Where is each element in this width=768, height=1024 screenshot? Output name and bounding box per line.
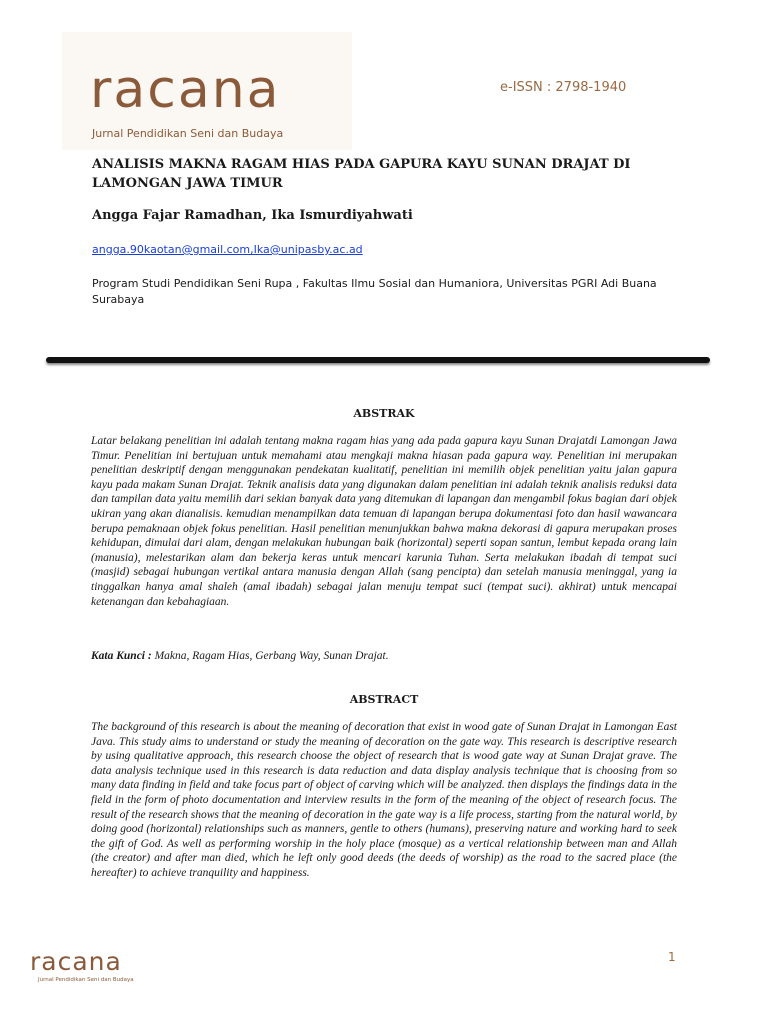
article-authors: Angga Fajar Ramadhan, Ika Ismurdiyahwati (92, 208, 413, 223)
journal-logo (62, 32, 352, 150)
abstract-heading: ABSTRACT (349, 693, 419, 706)
footer-logo-subtitle: Jurnal Pendidikan Seni dan Budaya (38, 977, 134, 983)
page-number: 1 (668, 950, 676, 964)
abstrak-text: Latar belakang penelitian ini adalah tentang makna ragam hias yang ada pada gapura kayu Sunan Drajatdi Lamongan Jawa Timur. Penelitian ini bertujuan untuk memahami atau mengkaji makna hiasan pada gapura way. Penelitian ini merupakan penelitian deskriptif dengan menggunakan pendekatan kualitatif, penelitian ini memilih objek penelitian yaitu jalan gapura kayu pada makam Sunan Drajat. Teknik analisis data yang digunakan dalam penelitian ini adalah teknik analisis reduksi data dan tampilan data yaitu memilih dari sekian banyak data yang ditemukan di lapangan dan mengambil fokus bagian dari objek ukiran yang akan dianalisis. kemudian menampilkan data temuan di lapangan berupa dokumentasi foto dan hasil wawancara berupa pemaknaan objek fokus penelitian. Hasil penelitian menunjukkan bahwa makna dekorasi di gapura merupakan proses kehidupan, dimulai dari alam, dengan melakukan hubungan baik (horizontal) seperti sopan santun, lembut kepada orang lain (manusia), melestarikan alam dan bekerja keras untuk mencari karunia Tuhan. Serta melakukan ibadah di tempat suci (masjid) sebagai hubungan vertikal antara manusia dengan Allah (sang pencipta) dan setelah manusia meninggal, yang ia tinggalkan hanya amal shaleh (amal ibadah) sebagai jalan menuju tempat suci (tempat suci). akhirat) untuk mencapai ketenangan dan kebahagiaan. (91, 435, 677, 608)
issn-label: e-ISSN : 2798-1940 (500, 80, 627, 95)
abstract-text: The background of this research is about the meaning of decoration that exist in wood gate of Sunan Drajat in Lamongan East Java. This study aims to understand or study the meaning of decoration on the gate way. This research is descriptive research by using qualitative approach, this research choose the object of research that is wood gate way at Sunan Drajat grave. The data analysis technique used in this research is data reduction and data display analysis technique that is choosing from so many data finding in field and take focus part of object of carving which will be analyzed. then displays the findings data in the field in the form of photo documentation and interview results in the form of the meaning of the object of research focus. The result of the research shows that the meaning of decoration in the gate way is a life process, starting from the natural world, by doing good (horizontal) relationships such as manners, gentle to others (humans), preserving nature and working hard to seek the gift of God. As well as performing worship in the holy place (mosque) as a vertical relationship between man and Allah (the creator) and after man died, which he left only good deeds (the deeds of worship) as the road to the sacred place (the hereafter) to achieve tranquility and happiness. (91, 721, 677, 879)
keywords-value: Makna, Ragam Hias, Gerbang Way, Sunan Drajat. (151, 650, 389, 662)
logo-subtitle: Jurnal Pendidikan Seni dan Budaya (92, 127, 284, 140)
article-title: ANALISIS MAKNA RAGAM HIAS PADA GAPURA KAYU SUNAN DRAJAT DI LAMONGAN JAWA TIMUR (92, 157, 631, 191)
keywords-label: Kata Kunci : (91, 650, 152, 662)
abstrak-heading: ABSTRAK (353, 407, 415, 420)
footer-logo-wordmark: racana (30, 947, 122, 976)
section-divider (46, 357, 710, 363)
author-emails-link[interactable]: angga.90kaotan@gmail.com,Ika@unipasby.ac.ad (92, 243, 363, 256)
logo-wordmark: racana (90, 60, 281, 120)
footer-logo (30, 948, 150, 988)
keywords-line (91, 650, 677, 662)
author-affiliation: Program Studi Pendidikan Seni Rupa , Fakultas Ilmu Sosial dan Humaniora, Universitas PGRI Adi Buana Surabaya (92, 277, 657, 306)
